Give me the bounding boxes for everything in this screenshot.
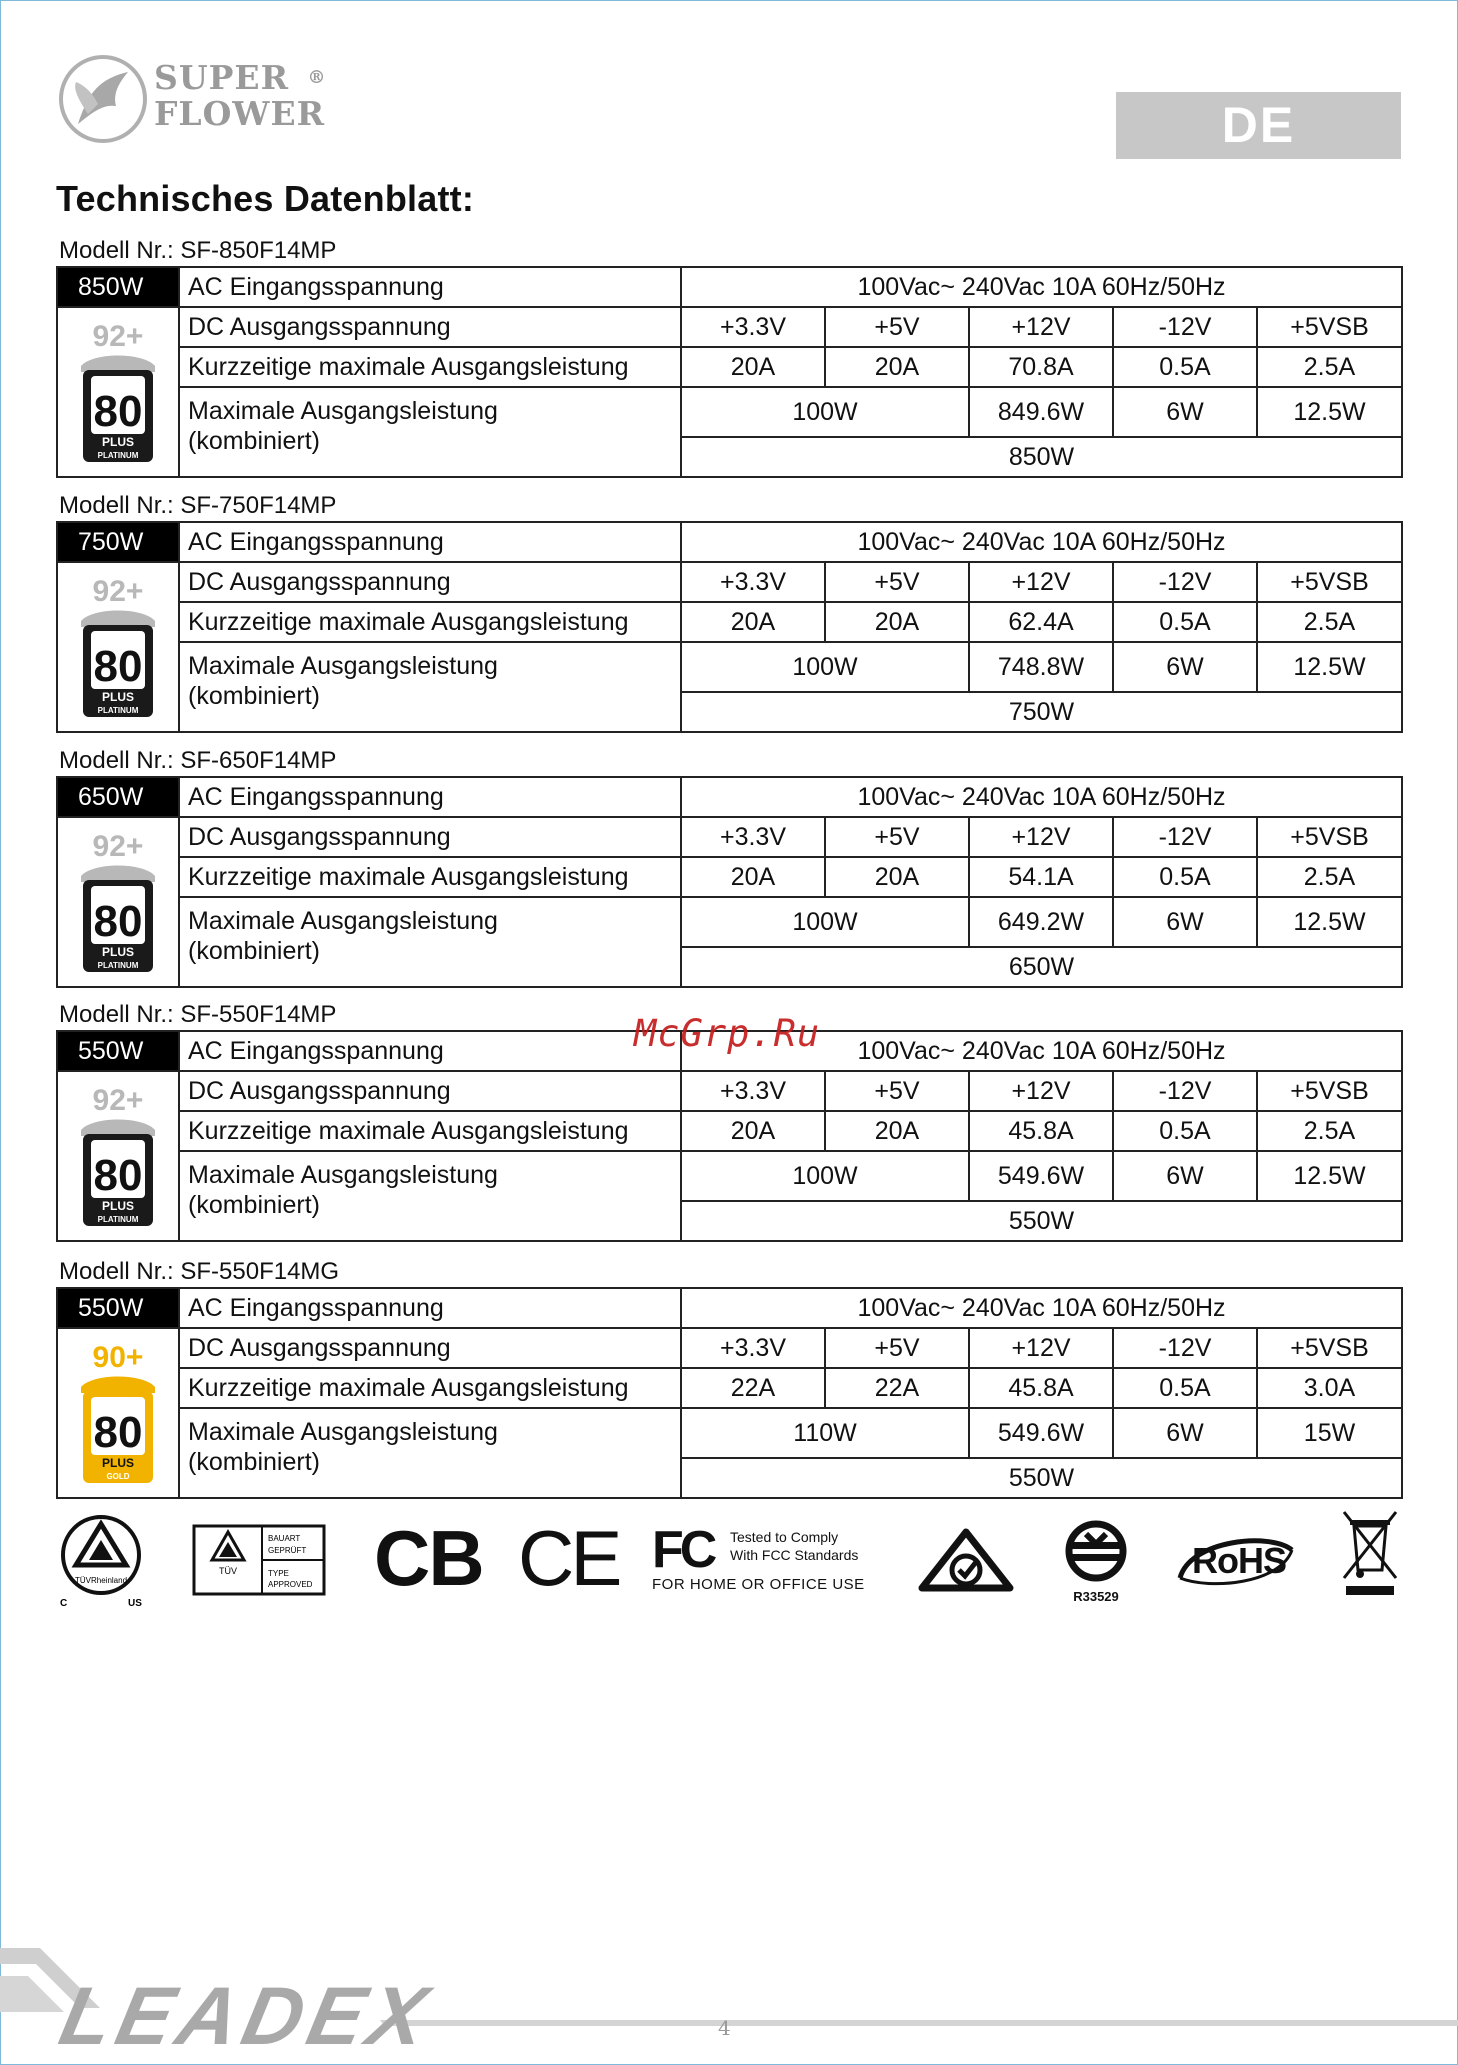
rail-cell: +5VSB xyxy=(1257,307,1402,347)
amp-cell: 2.5A xyxy=(1257,347,1402,387)
amp-cell: 20A xyxy=(825,1111,969,1151)
badge-plus: PLUS xyxy=(101,435,135,449)
rail-cell: -12V xyxy=(1113,562,1257,602)
amp-cell: 70.8A xyxy=(969,347,1113,387)
rail-cell: +5V xyxy=(825,307,969,347)
model-number: Modell Nr.: SF-850F14MP xyxy=(59,237,337,264)
power-minus-12v: 6W xyxy=(1113,897,1257,947)
certification-row xyxy=(56,1510,1401,1610)
amp-cell: 2.5A xyxy=(1257,602,1402,642)
ac-input-label: AC Eingangsspannung xyxy=(179,1288,681,1328)
amp-cell: 20A xyxy=(825,857,969,897)
badge-top: 92+ xyxy=(92,320,144,353)
dc-output-label: DC Ausgangsspannung xyxy=(179,1328,681,1368)
rohs-label: RoHS xyxy=(1192,1540,1286,1581)
wattage-label: 850W xyxy=(57,267,179,307)
peak-label: Kurzzeitige maximale Ausgangsleistung xyxy=(179,1368,681,1408)
rail-cell: +5V xyxy=(825,817,969,857)
amp-cell: 20A xyxy=(681,857,825,897)
badge-plus: PLUS xyxy=(101,1199,135,1213)
ac-input-label: AC Eingangsspannung xyxy=(179,267,681,307)
rail-cell: +5V xyxy=(825,1328,969,1368)
power-minus-12v: 6W xyxy=(1113,1151,1257,1201)
peak-label: Kurzzeitige maximale Ausgangsleistung xyxy=(179,857,681,897)
max-output-label xyxy=(179,642,681,732)
power-12v: 549.6W xyxy=(969,1151,1113,1201)
peak-label: Kurzzeitige maximale Ausgangsleistung xyxy=(179,602,681,642)
rail-cell: +3.3V xyxy=(681,307,825,347)
tuv-gs-line1: BAUART xyxy=(268,1534,301,1543)
model-number: Modell Nr.: SF-650F14MP xyxy=(59,747,337,774)
peak-label: Kurzzeitige maximale Ausgangsleistung xyxy=(179,1111,681,1151)
amp-cell: 0.5A xyxy=(1113,602,1257,642)
model-number: Modell Nr.: SF-750F14MP xyxy=(59,492,337,519)
tuv-gs-line2: GEPRÜFT xyxy=(268,1546,307,1555)
rail-cell: +3.3V xyxy=(681,1071,825,1111)
footer xyxy=(0,1940,1458,2065)
badge-tier: PLATINUM xyxy=(97,961,139,970)
spec-block xyxy=(56,1257,1401,1499)
brand-line1: SUPER xyxy=(154,58,290,97)
tuv-gs-small: TÜV xyxy=(219,1566,237,1576)
ac-input-value: 100Vac~ 240Vac 10A 60Hz/50Hz xyxy=(681,522,1402,562)
max-output-line2: (kombiniert) xyxy=(188,427,320,455)
rail-cell: +12V xyxy=(969,1071,1113,1111)
dc-output-label: DC Ausgangsspannung xyxy=(179,1071,681,1111)
wattage-label: 750W xyxy=(57,522,179,562)
80plus-badge xyxy=(57,1328,179,1498)
power-low-rails: 100W xyxy=(681,642,969,692)
brand-wordmark xyxy=(154,60,327,132)
amp-cell: 0.5A xyxy=(1113,1368,1257,1408)
bsmi-icon xyxy=(1056,1520,1136,1610)
badge-tier: GOLD xyxy=(106,1472,130,1481)
dc-output-label: DC Ausgangsspannung xyxy=(179,307,681,347)
model-number: Modell Nr.: SF-550F14MP xyxy=(59,1001,337,1028)
power-12v: 748.8W xyxy=(969,642,1113,692)
80plus-badge xyxy=(57,817,179,987)
spec-block xyxy=(56,236,1401,478)
page-title: Technisches Datenblatt: xyxy=(56,178,475,219)
rail-cell: +3.3V xyxy=(681,562,825,602)
ac-input-value: 100Vac~ 240Vac 10A 60Hz/50Hz xyxy=(681,1031,1402,1071)
amp-cell: 45.8A xyxy=(969,1111,1113,1151)
ac-input-label: AC Eingangsspannung xyxy=(179,522,681,562)
badge-tier: PLATINUM xyxy=(97,1215,139,1224)
tuv-bauart-icon xyxy=(192,1524,326,1596)
badge-top: 90+ xyxy=(92,1341,144,1374)
badge-num: 80 xyxy=(93,1151,143,1200)
power-5vsb: 12.5W xyxy=(1257,897,1402,947)
power-total: 850W xyxy=(681,437,1402,477)
power-12v: 649.2W xyxy=(969,897,1113,947)
max-output-line2: (kombiniert) xyxy=(188,1448,320,1476)
80plus-icon xyxy=(73,563,163,731)
power-low-rails: 110W xyxy=(681,1408,969,1458)
page-number: 4 xyxy=(718,2016,731,2040)
80plus-icon xyxy=(73,1329,163,1497)
rail-cell: -12V xyxy=(1113,1071,1257,1111)
fcc-line3: FOR HOME OR OFFICE USE xyxy=(652,1576,865,1593)
ac-input-value: 100Vac~ 240Vac 10A 60Hz/50Hz xyxy=(681,777,1402,817)
rail-cell: -12V xyxy=(1113,817,1257,857)
rohs-icon xyxy=(1170,1530,1300,1590)
80plus-icon xyxy=(73,308,163,476)
brand-line2: FLOWER xyxy=(154,94,326,133)
badge-top: 92+ xyxy=(92,575,144,608)
leadex-wordmark: LEADEX xyxy=(52,1971,441,2062)
rail-cell: -12V xyxy=(1113,1328,1257,1368)
wattage-label: 650W xyxy=(57,777,179,817)
spec-table xyxy=(56,1030,1403,1242)
spec-block xyxy=(56,491,1401,733)
rail-cell: +5V xyxy=(825,562,969,602)
spec-table xyxy=(56,521,1403,733)
80plus-icon xyxy=(73,1072,163,1240)
power-low-rails: 100W xyxy=(681,1151,969,1201)
rail-cell: +5V xyxy=(825,1071,969,1111)
power-12v: 849.6W xyxy=(969,387,1113,437)
max-output-label xyxy=(179,1151,681,1241)
badge-tier: PLATINUM xyxy=(97,706,139,715)
max-output-label xyxy=(179,1408,681,1498)
cb-icon: CB xyxy=(374,1514,483,1602)
80plus-icon xyxy=(73,818,163,986)
badge-plus: PLUS xyxy=(101,1456,135,1470)
max-output-line1: Maximale Ausgangsleistung xyxy=(188,907,498,935)
dc-output-label: DC Ausgangsspannung xyxy=(179,562,681,602)
rail-cell: +12V xyxy=(969,817,1113,857)
badge-plus: PLUS xyxy=(101,945,135,959)
tuv-us: US xyxy=(128,1598,142,1609)
power-5vsb: 12.5W xyxy=(1257,1151,1402,1201)
spec-table xyxy=(56,266,1403,478)
fcc-logo: FC xyxy=(652,1521,714,1579)
rail-cell: +5VSB xyxy=(1257,1071,1402,1111)
power-low-rails: 100W xyxy=(681,897,969,947)
amp-cell: 3.0A xyxy=(1257,1368,1402,1408)
badge-num: 80 xyxy=(93,642,143,691)
power-total: 550W xyxy=(681,1458,1402,1498)
max-output-line2: (kombiniert) xyxy=(188,682,320,710)
badge-num: 80 xyxy=(93,387,143,436)
amp-cell: 0.5A xyxy=(1113,857,1257,897)
amp-cell: 54.1A xyxy=(969,857,1113,897)
dc-output-label: DC Ausgangsspannung xyxy=(179,817,681,857)
power-low-rails: 100W xyxy=(681,387,969,437)
power-total: 550W xyxy=(681,1201,1402,1241)
ac-input-label: AC Eingangsspannung xyxy=(179,1031,681,1071)
tuv-cus-name: TÜVRheinland xyxy=(74,1576,128,1585)
power-minus-12v: 6W xyxy=(1113,387,1257,437)
max-output-line1: Maximale Ausgangsleistung xyxy=(188,1418,498,1446)
rail-cell: +3.3V xyxy=(681,817,825,857)
fcc-line2: With FCC Standards xyxy=(730,1547,859,1563)
watermark: McGrp.Ru xyxy=(634,1012,821,1055)
power-12v: 549.6W xyxy=(969,1408,1113,1458)
bsmi-code: R33529 xyxy=(1073,1589,1119,1604)
badge-num: 80 xyxy=(93,897,143,946)
rcm-icon xyxy=(918,1528,1014,1598)
registered-mark: ® xyxy=(307,67,327,88)
amp-cell: 22A xyxy=(681,1368,825,1408)
tuv-cus-icon xyxy=(56,1510,146,1610)
rail-cell: +12V xyxy=(969,1328,1113,1368)
ac-input-label: AC Eingangsspannung xyxy=(179,777,681,817)
rail-cell: +5VSB xyxy=(1257,562,1402,602)
amp-cell: 20A xyxy=(681,1111,825,1151)
power-minus-12v: 6W xyxy=(1113,1408,1257,1458)
tuv-gs-line4: APPROVED xyxy=(268,1580,313,1589)
amp-cell: 20A xyxy=(681,347,825,387)
max-output-line1: Maximale Ausgangsleistung xyxy=(188,1161,498,1189)
rail-cell: +3.3V xyxy=(681,1328,825,1368)
max-output-line1: Maximale Ausgangsleistung xyxy=(188,397,498,425)
amp-cell: 22A xyxy=(825,1368,969,1408)
power-5vsb: 12.5W xyxy=(1257,387,1402,437)
weee-bin-icon xyxy=(1340,1508,1400,1598)
max-output-label xyxy=(179,387,681,477)
fcc-icon xyxy=(652,1521,882,1594)
max-output-line2: (kombiniert) xyxy=(188,1191,320,1219)
badge-top: 92+ xyxy=(92,1084,144,1117)
amp-cell: 2.5A xyxy=(1257,1111,1402,1151)
model-number: Modell Nr.: SF-550F14MG xyxy=(59,1258,340,1285)
amp-cell: 20A xyxy=(825,347,969,387)
spec-table xyxy=(56,776,1403,988)
tuv-c: C xyxy=(60,1598,68,1609)
80plus-badge xyxy=(57,307,179,477)
max-output-line1: Maximale Ausgangsleistung xyxy=(188,652,498,680)
badge-num: 80 xyxy=(93,1408,143,1457)
amp-cell: 62.4A xyxy=(969,602,1113,642)
peak-label: Kurzzeitige maximale Ausgangsleistung xyxy=(179,347,681,387)
amp-cell: 2.5A xyxy=(1257,857,1402,897)
80plus-badge xyxy=(57,562,179,732)
rail-cell: +12V xyxy=(969,307,1113,347)
power-5vsb: 12.5W xyxy=(1257,642,1402,692)
amp-cell: 20A xyxy=(825,602,969,642)
wattage-label: 550W xyxy=(57,1031,179,1071)
amp-cell: 0.5A xyxy=(1113,347,1257,387)
max-output-label xyxy=(179,897,681,987)
badge-top: 92+ xyxy=(92,830,144,863)
super-flower-logo xyxy=(58,54,328,144)
wattage-label: 550W xyxy=(57,1288,179,1328)
power-total: 650W xyxy=(681,947,1402,987)
badge-tier: PLATINUM xyxy=(97,451,139,460)
ac-input-value: 100Vac~ 240Vac 10A 60Hz/50Hz xyxy=(681,1288,1402,1328)
ac-input-value: 100Vac~ 240Vac 10A 60Hz/50Hz xyxy=(681,267,1402,307)
language-badge: DE xyxy=(1116,92,1401,159)
butterfly-icon xyxy=(58,54,150,144)
spec-table xyxy=(56,1287,1403,1499)
amp-cell: 0.5A xyxy=(1113,1111,1257,1151)
tuv-gs-line3: TYPE xyxy=(268,1569,289,1578)
rail-cell: -12V xyxy=(1113,307,1257,347)
ce-icon: CE xyxy=(518,1514,619,1602)
badge-plus: PLUS xyxy=(101,690,135,704)
80plus-badge xyxy=(57,1071,179,1241)
rail-cell: +5VSB xyxy=(1257,817,1402,857)
spec-block xyxy=(56,746,1401,988)
power-minus-12v: 6W xyxy=(1113,642,1257,692)
fcc-line1: Tested to Comply xyxy=(730,1529,839,1545)
power-total: 750W xyxy=(681,692,1402,732)
amp-cell: 20A xyxy=(681,602,825,642)
rail-cell: +5VSB xyxy=(1257,1328,1402,1368)
amp-cell: 45.8A xyxy=(969,1368,1113,1408)
power-5vsb: 15W xyxy=(1257,1408,1402,1458)
max-output-line2: (kombiniert) xyxy=(188,937,320,965)
rail-cell: +12V xyxy=(969,562,1113,602)
